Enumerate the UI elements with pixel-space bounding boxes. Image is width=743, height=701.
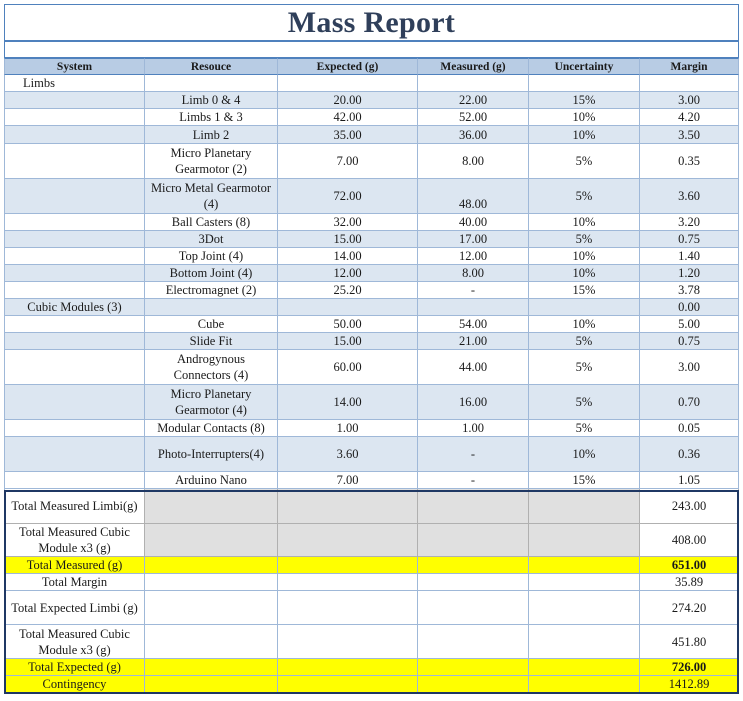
empty-cell [529,676,640,693]
expected-cell: 32.00 [278,214,418,231]
table-row [4,420,739,437]
group-label: Limbs [4,75,145,92]
total-row [4,591,739,625]
measured-cell: 12.00 [418,248,529,265]
empty-cell [145,489,278,524]
uncertainty-cell: 10% [529,437,640,472]
col-measured-header: Measured (g) [418,58,529,75]
expected-cell: 14.00 [278,248,418,265]
system-cell [4,385,145,420]
total-row [4,574,739,591]
total-label: Total Measured Cubic Module x3 (g) [4,524,145,557]
empty-cell [529,557,640,574]
uncertainty-cell: 5% [529,333,640,350]
measured-cell: 16.00 [418,385,529,420]
margin-cell: 3.00 [640,92,739,109]
margin-cell: 4.20 [640,109,739,126]
measured-cell: 54.00 [418,316,529,333]
uncertainty-cell: 10% [529,214,640,231]
table-row [4,144,739,179]
table-row [4,282,739,299]
measured-cell: - [418,472,529,489]
margin-cell: 0.75 [640,333,739,350]
empty-cell [145,574,278,591]
report-title: Mass Report [287,6,456,39]
measured-cell: - [418,282,529,299]
margin-cell: 5.00 [640,316,739,333]
empty-cell [278,659,418,676]
uncertainty-cell: 5% [529,385,640,420]
mass-table [4,58,739,693]
margin-cell: 3.60 [640,179,739,214]
system-cell [4,126,145,144]
total-value: 274.20 [640,591,739,625]
measured-cell: 1.00 [418,420,529,437]
total-label: Total Measured Cubic Module x3 (g) [4,625,145,659]
measured-cell: 52.00 [418,109,529,126]
empty-cell [145,676,278,693]
system-cell [4,437,145,472]
resource-cell: Modular Contacts (8) [145,420,278,437]
resource-cell: Photo-Interrupters(4) [145,437,278,472]
empty-cell [418,299,529,316]
resource-cell: Limb 2 [145,126,278,144]
empty-cell [640,75,739,92]
margin-cell: 3.20 [640,214,739,231]
margin-cell: 3.78 [640,282,739,299]
uncertainty-cell: 5% [529,420,640,437]
total-value: 651.00 [640,557,739,574]
system-cell [4,282,145,299]
empty-cell [278,75,418,92]
expected-cell: 14.00 [278,385,418,420]
total-label: Total Measured Limbi(g) [4,489,145,524]
expected-cell: 72.00 [278,179,418,214]
empty-cell [418,591,529,625]
col-system-header: System [4,58,145,75]
margin-cell: 0.05 [640,420,739,437]
empty-cell [145,299,278,316]
system-cell [4,316,145,333]
group-row-cubic [4,299,739,316]
resource-cell: Micro Planetary Gearmotor (2) [145,144,278,179]
empty-cell [529,489,640,524]
resource-cell: Ball Casters (8) [145,214,278,231]
empty-cell [529,574,640,591]
system-cell [4,231,145,248]
report-title-box [4,4,739,40]
resource-cell: 3Dot [145,231,278,248]
resource-cell: Bottom Joint (4) [145,265,278,282]
measured-cell: 8.00 [418,265,529,282]
system-cell [4,214,145,231]
measured-cell: 48.00 [418,179,529,214]
margin-cell: 0.70 [640,385,739,420]
margin-cell: 3.00 [640,350,739,385]
expected-cell: 25.20 [278,282,418,299]
system-cell [4,92,145,109]
expected-cell: 3.60 [278,437,418,472]
empty-cell [418,625,529,659]
empty-cell [145,524,278,557]
total-label: Total Expected (g) [4,659,145,676]
col-expected-header: Expected (g) [278,58,418,75]
resource-cell: Micro Metal Gearmotor (4) [145,179,278,214]
total-label: Contingency [4,676,145,693]
resource-cell: Slide Fit [145,333,278,350]
empty-cell [278,676,418,693]
expected-cell: 42.00 [278,109,418,126]
resource-cell: Arduino Nano [145,472,278,489]
total-row [4,676,739,693]
table-row [4,437,739,472]
uncertainty-cell: 5% [529,231,640,248]
empty-cell [529,591,640,625]
system-cell [4,420,145,437]
uncertainty-cell: 10% [529,109,640,126]
empty-cell [278,524,418,557]
resource-cell: Limb 0 & 4 [145,92,278,109]
empty-cell [418,574,529,591]
table-row [4,265,739,282]
measured-cell: - [418,437,529,472]
resource-cell: Cube [145,316,278,333]
expected-cell: 60.00 [278,350,418,385]
total-label: Total Margin [4,574,145,591]
system-cell [4,248,145,265]
uncertainty-cell: 15% [529,472,640,489]
empty-cell [418,676,529,693]
measured-cell: 44.00 [418,350,529,385]
table-row [4,214,739,231]
expected-cell: 12.00 [278,265,418,282]
measured-cell: 21.00 [418,333,529,350]
uncertainty-cell: 5% [529,350,640,385]
margin-cell: 0.36 [640,437,739,472]
uncertainty-cell: 10% [529,248,640,265]
resource-cell: Top Joint (4) [145,248,278,265]
uncertainty-cell: 5% [529,144,640,179]
empty-cell [145,557,278,574]
system-cell [4,265,145,282]
empty-cell [278,489,418,524]
col-uncertainty-header: Uncertainty [529,58,640,75]
empty-cell [529,524,640,557]
uncertainty-cell: 10% [529,316,640,333]
expected-cell: 7.00 [278,144,418,179]
col-margin-header: Margin [640,58,739,75]
expected-cell: 7.00 [278,472,418,489]
col-resource-header: Resouce [145,58,278,75]
uncertainty-cell: 10% [529,126,640,144]
total-row [4,557,739,574]
empty-cell [278,299,418,316]
expected-cell: 1.00 [278,420,418,437]
measured-cell: 40.00 [418,214,529,231]
table-row [4,385,739,420]
margin-cell: 1.20 [640,265,739,282]
empty-cell [529,299,640,316]
expected-cell: 50.00 [278,316,418,333]
resource-cell: Micro Planetary Gearmotor (4) [145,385,278,420]
total-value: 1412.89 [640,676,739,693]
resource-cell: Electromagnet (2) [145,282,278,299]
empty-cell [278,557,418,574]
uncertainty-cell: 10% [529,265,640,282]
system-cell [4,109,145,126]
total-value: 726.00 [640,659,739,676]
margin-cell: 0.00 [640,299,739,316]
group-row-limbs [4,75,739,92]
expected-cell: 15.00 [278,231,418,248]
empty-cell [418,659,529,676]
measured-cell: 36.00 [418,126,529,144]
table-row [4,179,739,214]
table-row [4,248,739,265]
margin-cell: 1.05 [640,472,739,489]
margin-cell: 0.75 [640,231,739,248]
table-row [4,109,739,126]
system-cell [4,179,145,214]
group-label: Cubic Modules (3) [4,299,145,316]
total-row [4,524,739,557]
empty-cell [529,659,640,676]
expected-cell: 35.00 [278,126,418,144]
table-row [4,350,739,385]
table-row [4,126,739,144]
empty-cell [145,625,278,659]
table-row [4,92,739,109]
table-row [4,231,739,248]
empty-cell [145,75,278,92]
empty-cell [529,75,640,92]
spacer-row [4,42,739,58]
margin-cell: 0.35 [640,144,739,179]
system-cell [4,350,145,385]
empty-cell [529,625,640,659]
system-cell [4,472,145,489]
uncertainty-cell: 15% [529,92,640,109]
expected-cell: 20.00 [278,92,418,109]
empty-cell [418,75,529,92]
total-row [4,489,739,524]
measured-cell: 22.00 [418,92,529,109]
total-value: 451.80 [640,625,739,659]
uncertainty-cell: 15% [529,282,640,299]
empty-cell [418,489,529,524]
total-value: 408.00 [640,524,739,557]
system-cell [4,333,145,350]
empty-cell [278,625,418,659]
table-row [4,472,739,489]
table-row [4,333,739,350]
empty-cell [145,591,278,625]
resource-cell: Limbs 1 & 3 [145,109,278,126]
measured-cell: 17.00 [418,231,529,248]
table-row [4,316,739,333]
uncertainty-cell: 5% [529,179,640,214]
margin-cell: 3.50 [640,126,739,144]
empty-cell [145,659,278,676]
measured-cell: 8.00 [418,144,529,179]
expected-cell: 15.00 [278,333,418,350]
total-label: Total Expected Limbi (g) [4,591,145,625]
total-value: 35.89 [640,574,739,591]
empty-cell [278,574,418,591]
empty-cell [418,557,529,574]
table-header [4,58,739,75]
margin-cell: 1.40 [640,248,739,265]
empty-cell [278,591,418,625]
total-row [4,625,739,659]
total-label: Total Measured (g) [4,557,145,574]
system-cell [4,144,145,179]
total-value: 243.00 [640,489,739,524]
total-row [4,659,739,676]
empty-cell [418,524,529,557]
resource-cell: Androgynous Connectors (4) [145,350,278,385]
